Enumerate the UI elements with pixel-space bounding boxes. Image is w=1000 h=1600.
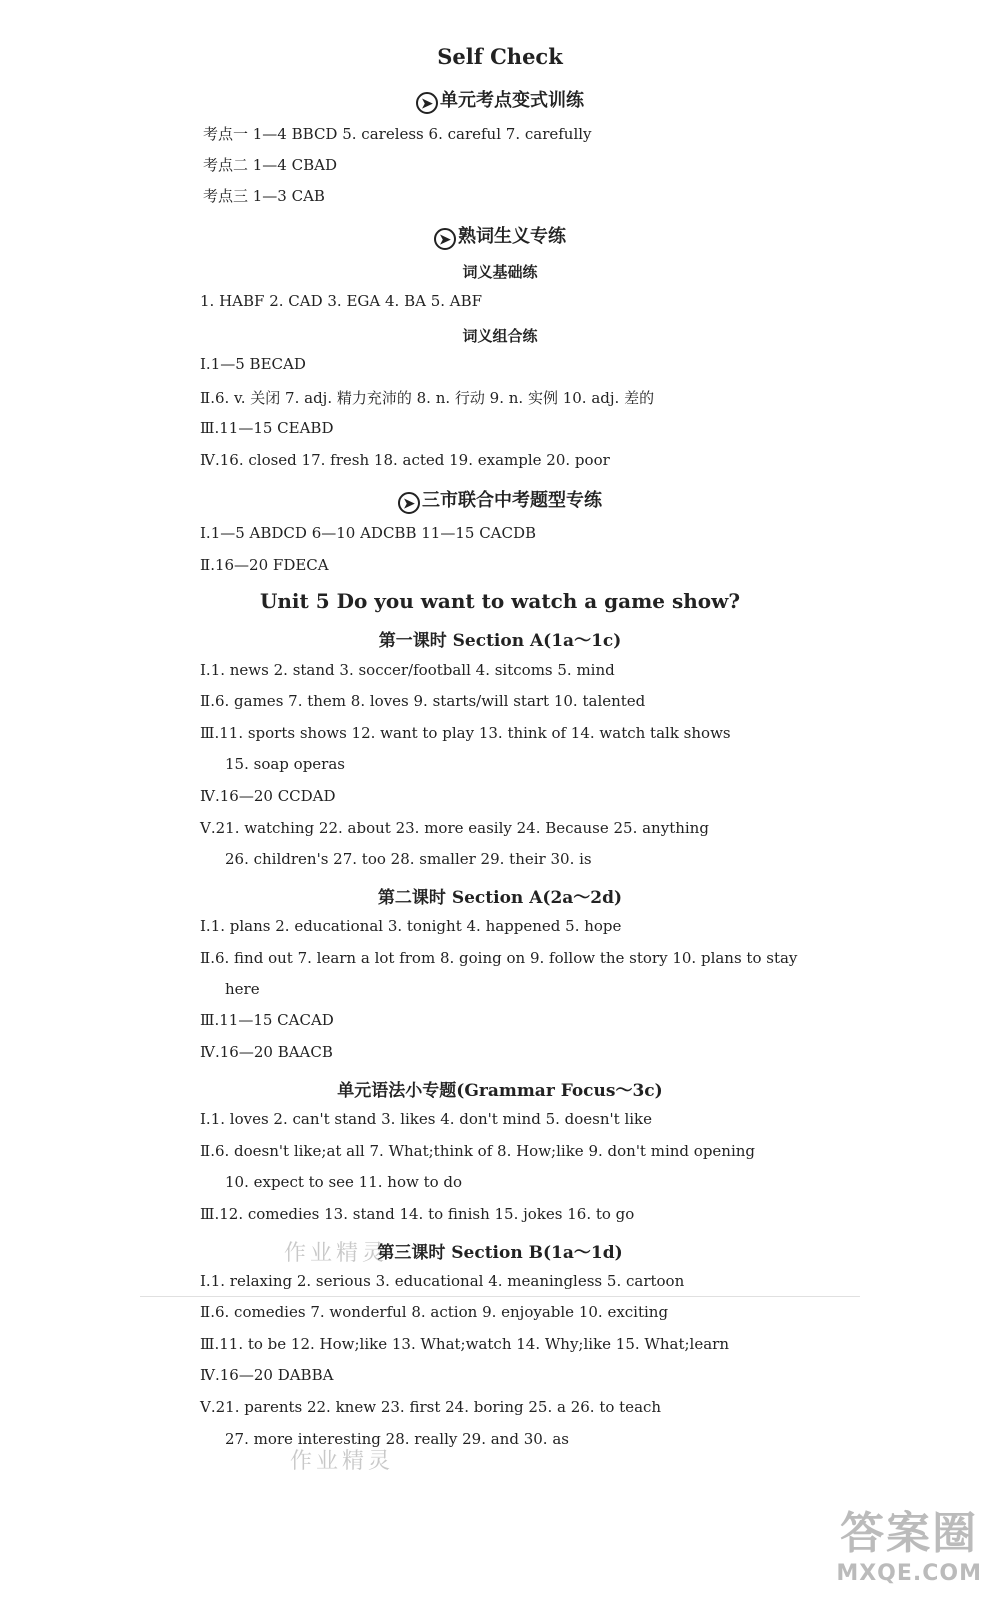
answer-line: Ⅲ.11—15 CACAD	[200, 1011, 334, 1029]
answer-line: 1. HABF 2. CAD 3. EGA 4. BA 5. ABF	[200, 292, 483, 310]
answer-line: Ⅱ.6. doesn't like;at all 7. What;think of 8. How;like 9. don't mind opening	[200, 1142, 756, 1160]
arrow-icon: ➤	[416, 92, 438, 114]
answer-line: Ⅱ.6. games 7. them 8. loves 9. starts/will start 10. talented	[200, 692, 646, 710]
answer-line: Ⅰ.1. plans 2. educational 3. tonight 4. happened 5. hope	[200, 917, 622, 935]
answer-line: 考点三 1—3 CAB	[203, 187, 325, 205]
answer-line: Ⅰ.1. news 2. stand 3. soccer/football 4. sitcoms 5. mind	[200, 661, 615, 679]
answer-line: Ⅳ.16—20 BAACB	[200, 1043, 333, 1061]
answer-line: Ⅱ.6. comedies 7. wonderful 8. action 9. enjoyable 10. exciting	[200, 1303, 669, 1321]
answer-line: Ⅲ.11. to be 12. How;like 13. What;watch 14. Why;like 15. What;learn	[200, 1335, 729, 1353]
answer-line: Ⅰ.1. loves 2. can't stand 3. likes 4. don't mind 5. doesn't like	[200, 1110, 652, 1128]
grammar-title: 单元语法小专题(Grammar Focus～3c)	[337, 1081, 663, 1101]
arrow-icon: ➤	[434, 228, 456, 250]
answer-line: Ⅰ.1. relaxing 2. serious 3. educational 4. meaningless 5. cartoon	[200, 1272, 685, 1290]
lesson-title: 第一课时 Section A(1a～1c)	[378, 631, 622, 651]
answer-line: Ⅰ.1—5 BECAD	[200, 355, 306, 373]
answer-line: Ⅲ.11. sports shows 12. want to play 13. think of 14. watch talk shows	[200, 724, 731, 742]
answer-line: 27. more interesting 28. really 29. and 30. as	[225, 1430, 569, 1448]
subsection-title: 词义基础练	[462, 263, 538, 281]
answer-line: 10. expect to see 11. how to do	[225, 1173, 463, 1191]
unit-title: Unit 5 Do you want to watch a game show?	[259, 589, 741, 613]
lesson-title: 第二课时 Section A(2a～2d)	[377, 888, 623, 908]
answer-line: Ⅰ.1—5 ABDCD 6—10 ADCBB 11—15 CACDB	[200, 524, 537, 542]
answer-line: Ⅳ.16. closed 17. fresh 18. acted 19. example 20. poor	[200, 451, 610, 469]
section-header-unit-points: ➤ 单元考点变式训练	[0, 86, 1000, 114]
page-title: Self Check	[437, 44, 563, 69]
divider	[140, 1296, 860, 1297]
answer-line: Ⅳ.16—20 CCDAD	[200, 787, 336, 805]
answer-line: 26. children's 27. too 28. smaller 29. their 30. is	[225, 850, 592, 868]
arrow-icon: ➤	[398, 492, 420, 514]
answer-line: Ⅱ.6. v. 关闭 7. adj. 精力充沛的 8. n. 行动 9. n. 实例 10. adj. 差的	[200, 389, 655, 407]
answer-line: Ⅲ.12. comedies 13. stand 14. to finish 15. jokes 16. to go	[200, 1205, 635, 1223]
answer-line: Ⅴ.21. watching 22. about 23. more easily 24. Because 25. anything	[200, 819, 709, 837]
watermark: 作业精灵	[284, 1241, 389, 1266]
answer-line: Ⅱ.6. find out 7. learn a lot from 8. going on 9. follow the story 10. plans to stay	[200, 949, 798, 967]
answer-line: here	[225, 980, 260, 998]
answer-line: Ⅳ.16—20 DABBA	[200, 1366, 334, 1384]
subsection-title: 词义组合练	[462, 327, 538, 345]
section-header-exam-practice: ➤ 三市联合中考题型专练	[0, 486, 1000, 514]
answer-line: 15. soap operas	[225, 755, 345, 773]
watermark: 作业精灵	[290, 1449, 395, 1474]
answer-line: 考点二 1—4 CBAD	[203, 156, 337, 174]
section-header-word-meaning: ➤ 熟词生义专练	[0, 222, 1000, 250]
site-logo: 答案圈 MXQE.COM	[836, 1508, 982, 1586]
answer-line: Ⅲ.11—15 CEABD	[200, 419, 334, 437]
answer-line: 考点一 1—4 BBCD 5. careless 6. careful 7. carefully	[203, 125, 592, 143]
answer-line: Ⅱ.16—20 FDECA	[200, 556, 329, 574]
answer-line: Ⅴ.21. parents 22. knew 23. first 24. boring 25. a 26. to teach	[200, 1398, 662, 1416]
lesson-title: 第三课时 Section B(1a～1d)	[377, 1243, 623, 1263]
